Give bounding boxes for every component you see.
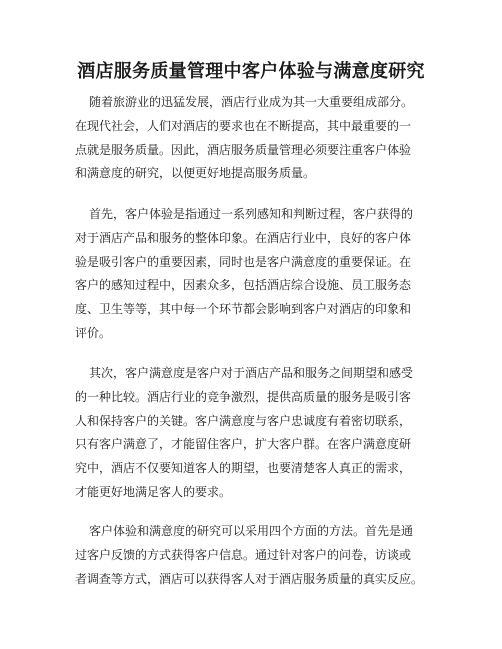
text-line: 验是吸引客户的重要因素，同时也是客户满意度的重要保证。在	[75, 254, 412, 269]
text-line: 度、卫生等等，其中每一个环节都会影响到客户对酒店的印象和	[75, 302, 412, 317]
text-line: 和满意度的研究，以便更好地提高服务质量。	[75, 166, 316, 181]
text-line: 人和保持客户的关键。客户满意度与客户忠诚度有着密切联系，	[75, 413, 412, 428]
text-line: 客户的感知过程中，因素众多，包括酒店综合设施、员工服务态	[75, 278, 412, 293]
paragraph-3	[75, 362, 413, 505]
text-line: 随着旅游业的迅猛发展，酒店行业成为其一大重要组成部分。	[89, 95, 414, 109]
paragraph-4	[75, 520, 423, 591]
text-line: 首先，客户体验是指通过一系列感知和判断过程，客户获得的	[89, 207, 414, 221]
text-line: 的一种比较。酒店行业的竞争激烈，提供高质量的服务是吸引客	[75, 389, 412, 404]
document-title: 酒店服务质量管理中客户体验与满意度研究	[77, 61, 425, 82]
text-line: 在现代社会，人们对酒店的要求也在不断提高，其中最重要的一	[75, 118, 412, 133]
text-line: 点就是服务质量。因此，酒店服务质量管理必须要注重客户体验	[75, 142, 412, 157]
text-line: 客户体验和满意度的研究可以采用四个方面的方法。首先是通	[89, 524, 414, 538]
text-line: 只有客户满意了，才能留住客户，扩大客户群。在客户满意度研	[75, 437, 412, 452]
paragraph-2	[75, 203, 413, 346]
text-line: 评价。	[75, 325, 112, 340]
text-line: 才能更好地满足客人的要求。	[75, 484, 232, 499]
paragraph-1	[75, 91, 413, 186]
text-line: 过客户反馈的方式获得客户信息。通过针对客户的问卷，访谈或	[75, 547, 412, 562]
text-line: 者调查等方式，酒店可以获得客人对于酒店服务质量的真实反应。	[75, 571, 424, 586]
text-line: 对于酒店产品和服务的整体印象。在酒店行业中，良好的客户体	[75, 230, 412, 245]
text-line: 究中，酒店不仅要知道客人的期望，也要清楚客人真正的需求，	[75, 461, 412, 476]
text-line: 其次，客户满意度是客户对于酒店产品和服务之间期望和感受	[89, 366, 414, 380]
